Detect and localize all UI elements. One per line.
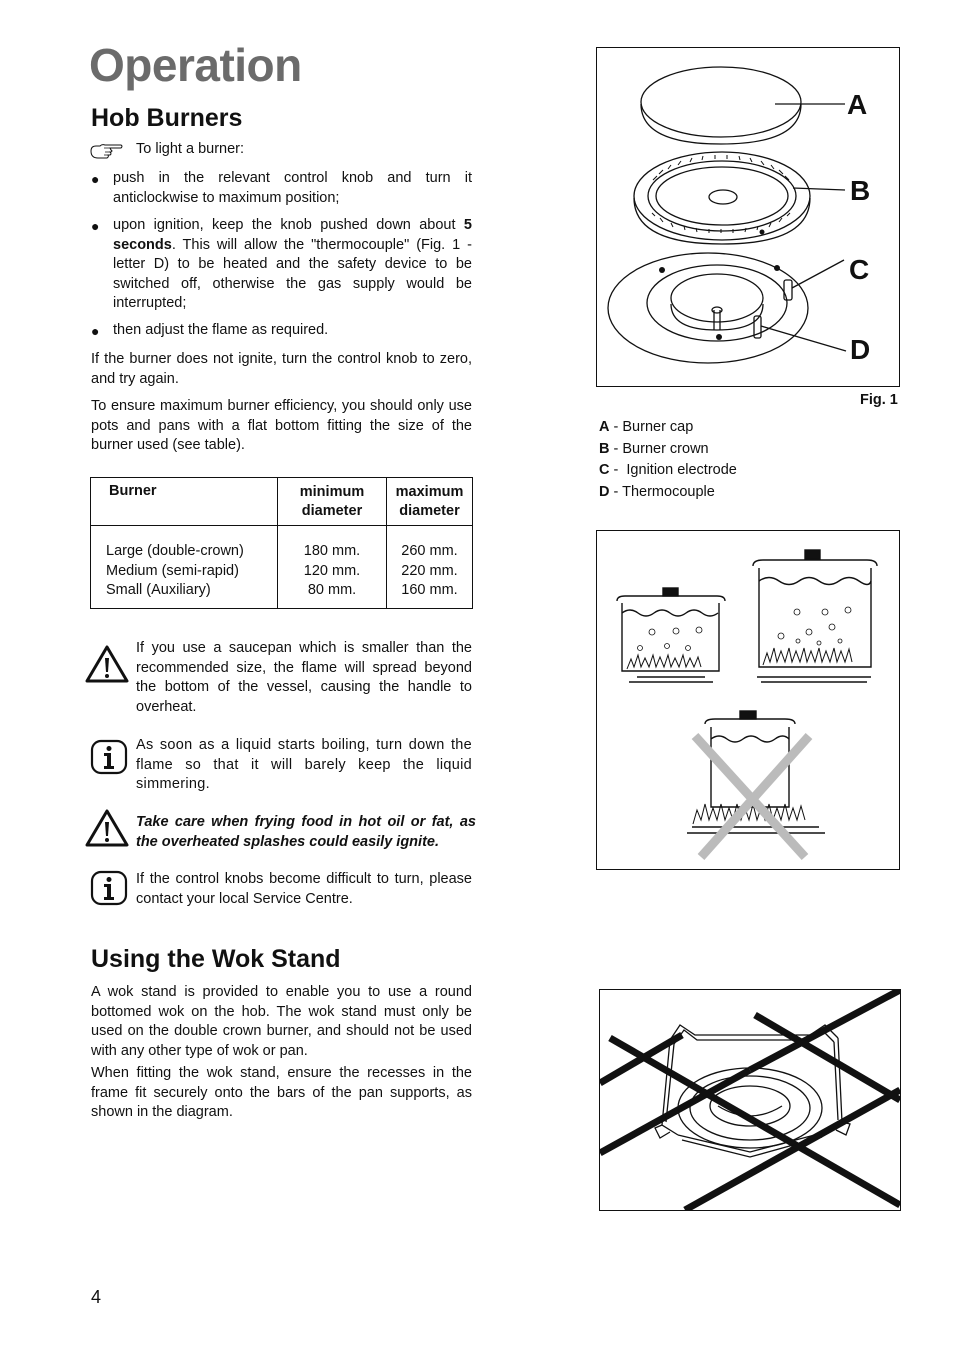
legend-label: Burner crown xyxy=(622,440,709,457)
bullet-text-bold: 5 seconds xyxy=(113,217,472,253)
legend-label: Thermocouple xyxy=(622,483,715,500)
table-cell-max xyxy=(387,526,473,609)
legend-label: Burner cap xyxy=(622,419,694,435)
table-header-min-line2: diameter xyxy=(301,503,363,519)
list-item: ● upon ignition, keep the knob pushed down about 5 seconds. This will allow the "thermocouple" (Fig. 1 - letter D) to be heated and the safety device to be switched off, otherwise the gas supply would be interrupted; xyxy=(91,216,472,314)
legend-separator: - xyxy=(609,483,623,500)
legend-item xyxy=(599,417,737,439)
table-cell: Large (double-crown) xyxy=(106,543,244,559)
table-cell: 180 mm. xyxy=(303,543,361,559)
light-burner-intro: To light a burner: xyxy=(136,141,245,157)
table-cell: Small (Auxiliary) xyxy=(106,582,211,598)
legend-key: C xyxy=(599,462,610,478)
wok-stand-diagram xyxy=(599,989,901,1211)
warning-triangle-icon xyxy=(84,808,130,853)
table-cell-burners xyxy=(91,526,278,609)
figure-legend xyxy=(599,417,737,503)
paragraph: A wok stand is provided to enable you to use a round bottomed wok on the hob. The wok stand must only be used on the double crown burner, and should not be used with any other type of wok or pan. xyxy=(91,984,472,1059)
legend-label: Ignition electrode xyxy=(626,462,737,478)
fig1-letter-b: B xyxy=(850,175,871,206)
fig1-letter-a: A xyxy=(847,89,868,120)
pointing-hand-icon xyxy=(90,142,124,165)
fig1-letter-d: D xyxy=(850,334,871,365)
table-header-burner: Burner xyxy=(91,478,278,526)
table-cell: 120 mm. xyxy=(303,562,361,579)
info-icon xyxy=(90,870,128,911)
table-header-max-line2: diameter xyxy=(399,503,460,519)
table-cell: 260 mm. xyxy=(401,543,458,559)
legend-key: D xyxy=(599,483,610,500)
figure-caption: Fig. 1 xyxy=(860,392,898,408)
legend-separator: - xyxy=(609,419,623,435)
wok-stand-heading: Using the Wok Stand xyxy=(91,945,341,973)
list-item: ● then adjust the flame as required. xyxy=(91,321,472,341)
bullet-text: push in the relevant control knob and turn it anticlockwise to maximum position; xyxy=(113,170,472,206)
legend-separator: - xyxy=(609,440,623,457)
bullet-text: then adjust the flame as required. xyxy=(113,322,329,338)
page-title: Operation xyxy=(89,39,302,91)
table-header-min xyxy=(278,478,387,526)
bullet-text xyxy=(113,216,472,314)
warning-note: Take care when frying food in hot oil or fat, as the overheated splashes could easily ignite. xyxy=(136,814,476,850)
legend-item xyxy=(599,460,737,482)
burner-exploded-diagram xyxy=(596,47,900,387)
info-note: As soon as a liquid starts boiling, turn down the flame so that it will barely keep the liquid simmering. xyxy=(136,737,472,792)
warning-triangle-icon xyxy=(84,644,130,689)
page-number: 4 xyxy=(91,1287,102,1307)
warning-note: If you use a saucepan which is smaller than the recommended size, the flame will spread beyond the bottom of the vessel, causing the handle to overheat. xyxy=(136,640,472,715)
fig1-letter-c: C xyxy=(849,254,870,285)
list-item: ● push in the relevant control knob and turn it anticlockwise to maximum position; xyxy=(91,169,472,208)
bullet-text-start: upon ignition, keep the knob pushed down about xyxy=(113,217,464,233)
legend-item xyxy=(599,439,737,461)
table-cell: 220 mm. xyxy=(401,562,458,579)
info-icon xyxy=(90,739,128,780)
table-header-max xyxy=(387,478,473,526)
table-cell: 80 mm. xyxy=(307,582,357,598)
legend-item xyxy=(599,482,737,504)
table-cell: 160 mm. xyxy=(401,582,458,598)
legend-key: A xyxy=(599,419,610,435)
burner-size-table xyxy=(90,477,473,609)
hob-burners-heading: Hob Burners xyxy=(91,104,243,132)
legend-key: B xyxy=(599,440,610,457)
info-note: If the control knobs become difficult to turn, please contact your local Service Centre. xyxy=(136,871,472,907)
bullet-text-end: . This will allow the "thermocouple" (Fig. 1 - letter D) to be heated and the safety device to be switched off, otherwise the gas supply would be interrupted; xyxy=(113,236,472,311)
paragraph: If the burner does not ignite, turn the control knob to zero, and try again. xyxy=(91,351,472,387)
table-cell-min xyxy=(278,526,387,609)
paragraph: To ensure maximum burner efficiency, you should only use pots and pans with a flat bottom fitting the size of the burner used (see table). xyxy=(91,398,472,453)
pan-size-diagram xyxy=(596,530,900,870)
legend-separator: - xyxy=(609,462,627,478)
paragraph: When fitting the wok stand, ensure the recesses in the frame fit securely onto the bars of the pan supports, as shown in the diagram. xyxy=(91,1065,472,1120)
table-cell: Medium (semi-rapid) xyxy=(106,562,239,579)
table-header-max-line1: maximum xyxy=(395,484,464,500)
table-header-min-line1: minimum xyxy=(299,484,365,500)
